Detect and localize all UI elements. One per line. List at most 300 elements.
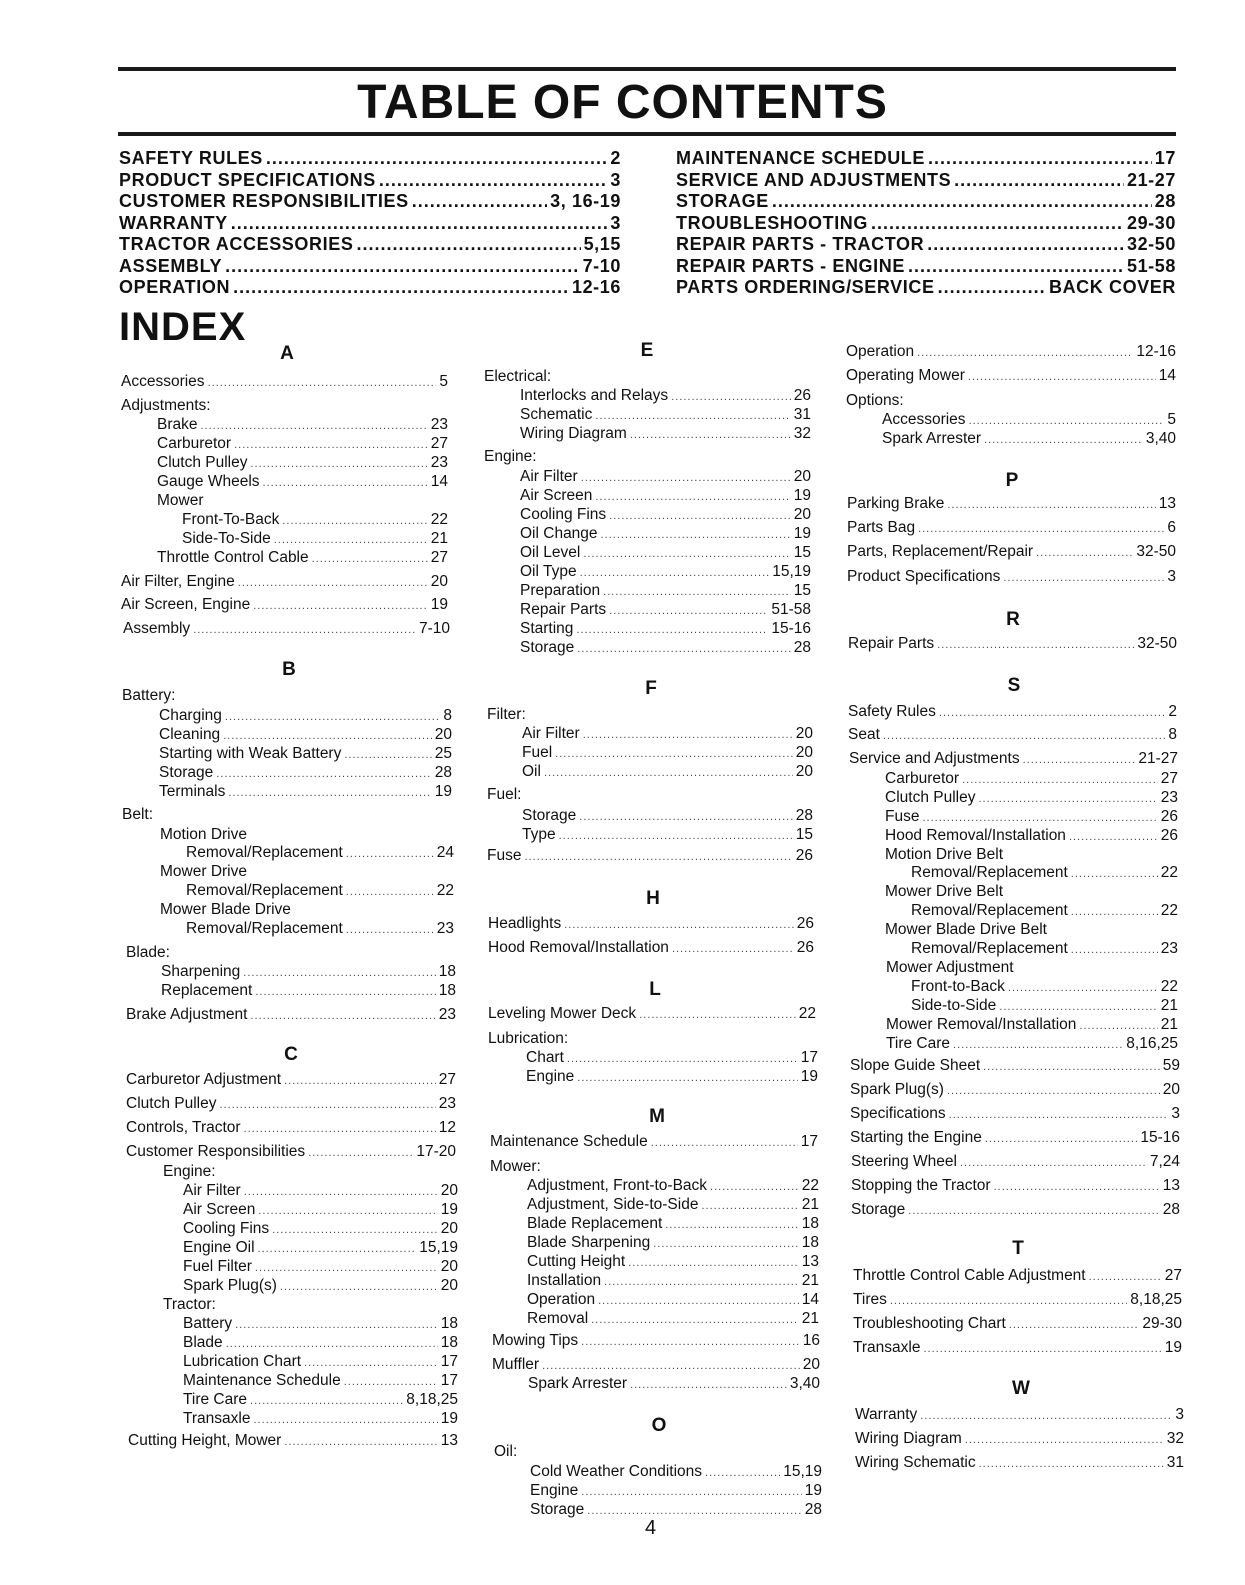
index-entry-label: Cutting Height, Mower	[128, 1432, 282, 1449]
toc-entry-page: BACK COVER	[1048, 277, 1176, 297]
index-subheading: Mower Blade Drive Belt	[885, 921, 1047, 938]
index-entry-page: 17	[440, 1372, 458, 1389]
index-entry	[522, 762, 813, 783]
dot-leader	[947, 1082, 1160, 1101]
index-entry-label: Cutting Height	[527, 1253, 626, 1270]
index-entry-page: 21	[1160, 1016, 1178, 1033]
index-entry-label: Tire Care	[886, 1035, 951, 1052]
index-entry	[526, 1048, 818, 1069]
index-entry-label: Air Filter	[183, 1182, 241, 1199]
index-entry	[528, 1374, 820, 1395]
index-entry-page: 26	[795, 847, 813, 864]
index-entry	[527, 1271, 819, 1292]
index-entry-page: 17	[440, 1353, 458, 1370]
top-rule	[118, 67, 1176, 71]
index-entry-label: Accessories	[121, 373, 205, 390]
dot-leader	[250, 1007, 435, 1026]
index-entry	[885, 788, 1178, 809]
index-entry-label: Brake	[157, 416, 198, 433]
toc-entry-page: 12-16	[571, 277, 621, 297]
dot-leader	[208, 374, 437, 393]
index-entry-label: Transaxle	[853, 1339, 921, 1356]
index-entry-page: 20	[434, 726, 452, 743]
index-entry-label: Removal/Replacement	[186, 920, 343, 937]
index-entry-label: Sharpening	[161, 963, 241, 980]
index-entry-label: Chart	[526, 1049, 564, 1066]
index-subheading: Mower Blade Drive	[160, 901, 291, 918]
dot-leader	[577, 640, 790, 659]
dot-leader	[908, 256, 1124, 277]
index-section-letter: O	[651, 1415, 667, 1436]
dot-leader	[1009, 1316, 1140, 1335]
index-entry-label: Maintenance Schedule	[490, 1133, 648, 1150]
dot-leader	[871, 213, 1124, 234]
index-entry	[847, 518, 1176, 539]
index-entry-label: Side-to-Side	[911, 997, 997, 1014]
index-entry	[183, 1181, 458, 1202]
index-entry-page: 21	[1160, 997, 1178, 1014]
index-entry-label: Throttle Control Cable Adjustment	[853, 1267, 1086, 1284]
index-entry-page: 15,19	[772, 563, 811, 580]
index-entry	[848, 634, 1177, 655]
index-subheading: Mower:	[490, 1158, 541, 1175]
dot-leader	[984, 431, 1143, 450]
index-entry-label: Carburetor	[157, 435, 232, 452]
index-entry	[527, 1252, 819, 1273]
index-subheading: Mower Adjustment	[886, 959, 1014, 976]
index-entry	[488, 938, 814, 959]
dot-leader	[939, 704, 1165, 723]
index-entry-page: 14	[1158, 367, 1176, 384]
dot-leader	[284, 1072, 436, 1091]
index-entry-label: Removal/Replacement	[911, 940, 1068, 957]
index-entry-label: Wiring Diagram	[855, 1430, 962, 1447]
dot-leader	[244, 1120, 436, 1139]
index-entry-label: Schematic	[520, 406, 593, 423]
index-entry	[850, 1128, 1180, 1149]
index-entry	[885, 807, 1178, 828]
dot-leader	[379, 170, 607, 191]
dot-leader	[1003, 569, 1164, 588]
index-entry-page: 19	[804, 1482, 822, 1499]
dot-leader	[920, 1407, 1172, 1426]
toc-entry-label: PRODUCT SPECIFICATIONS	[119, 169, 376, 190]
index-entry-label: Front-To-Back	[182, 511, 280, 528]
index-entry-page: 31	[793, 406, 811, 423]
toc-entry-label: REPAIR PARTS - ENGINE	[676, 255, 905, 276]
index-entry-label: Storage	[520, 639, 575, 656]
index-entry-page: 15	[795, 826, 813, 843]
index-entry	[182, 510, 448, 531]
index-entry-page: 20	[440, 1182, 458, 1199]
index-entry-page: 13	[1158, 495, 1176, 512]
index-entry	[527, 1176, 819, 1197]
index-entry-page: 8,18,25	[1130, 1291, 1182, 1308]
dot-leader	[266, 148, 607, 169]
index-entry-page: 19	[434, 783, 452, 800]
toc-entry	[119, 256, 621, 278]
index-entry	[159, 763, 452, 784]
index-entry	[157, 453, 448, 474]
index-entry-label: Safety Rules	[848, 703, 936, 720]
index-entry-label: Carburetor Adjustment	[126, 1071, 282, 1088]
index-entry-page: 23	[1160, 940, 1178, 957]
dot-leader	[255, 983, 435, 1002]
index-entry-page: 3	[1167, 568, 1176, 585]
index-entry	[121, 572, 448, 593]
index-entry-page: 26	[1160, 827, 1178, 844]
index-entry-page: 8	[1168, 726, 1177, 743]
index-entry-page: 23	[430, 454, 448, 471]
index-entry	[520, 486, 811, 507]
index-entry	[183, 1314, 458, 1335]
index-entry	[520, 562, 811, 583]
toc-entry-label: CUSTOMER RESPONSIBILITIES	[119, 191, 409, 211]
index-entry-page: 3	[1171, 1105, 1180, 1122]
index-entry-page: 21-27	[1138, 750, 1178, 767]
index-entry	[161, 981, 456, 1002]
index-entry-page: 18	[438, 963, 456, 980]
index-entry-page: 12	[438, 1119, 456, 1136]
index-entry	[851, 1152, 1180, 1173]
index-entry	[490, 1132, 818, 1153]
toc-entry-page: 21-27	[1126, 169, 1176, 190]
index-section-letter: E	[640, 340, 654, 361]
page-title: TABLE OF CONTENTS	[357, 76, 888, 129]
toc-entry	[119, 148, 621, 170]
index-entry-label: Cold Weather Conditions	[530, 1463, 703, 1480]
index-entry-label: Installation	[527, 1272, 602, 1289]
index-entry-page: 28	[793, 639, 811, 656]
index-entry	[488, 1004, 816, 1025]
index-entry-page: 28	[795, 807, 813, 824]
index-entry-page: 21	[801, 1196, 819, 1213]
index-subheading: Motion Drive	[160, 826, 247, 843]
index-entry-page: 23	[436, 920, 454, 937]
toc-entry-page: 17	[1154, 148, 1176, 168]
index-entry-label: Adjustment, Front-to-Back	[527, 1177, 708, 1194]
index-entry-label: Starting the Engine	[850, 1129, 982, 1146]
index-section-letter: H	[646, 888, 660, 909]
index-entry	[886, 1034, 1178, 1055]
index-entry-label: Troubleshooting Chart	[853, 1315, 1006, 1332]
index-entry	[183, 1409, 458, 1430]
index-entry-label: Slope Guide Sheet	[850, 1057, 981, 1074]
index-section-letter: A	[280, 343, 294, 364]
index-entry-page: 8,18,25	[406, 1391, 458, 1408]
index-entry	[522, 724, 813, 745]
dot-leader	[1089, 1268, 1162, 1287]
index-entry	[911, 939, 1178, 960]
index-subheading: Adjustments:	[121, 397, 211, 414]
index-subheading: Motion Drive Belt	[885, 846, 1004, 863]
index-entry-label: Side-To-Side	[182, 530, 271, 547]
dot-leader	[772, 191, 1152, 212]
index-entry	[530, 1462, 822, 1483]
dot-leader	[927, 234, 1124, 255]
index-entry	[855, 1405, 1184, 1426]
index-entry-label: Repair Parts	[520, 601, 607, 618]
dot-leader	[312, 550, 428, 569]
toc-entry-label: SAFETY RULES	[119, 148, 263, 168]
dot-leader	[965, 1431, 1164, 1450]
index-entry	[846, 342, 1176, 363]
index-subheading: Options:	[846, 392, 904, 409]
dot-leader	[960, 1154, 1147, 1173]
index-entry	[183, 1371, 458, 1392]
index-entry-label: Engine Oil	[183, 1239, 255, 1256]
index-entry-page: 22	[798, 1005, 816, 1022]
dot-leader	[908, 1202, 1159, 1221]
index-entry-page: 27	[430, 435, 448, 452]
index-section-letter: M	[649, 1106, 665, 1127]
dot-leader	[630, 426, 791, 445]
index-entry-page: 19	[440, 1201, 458, 1218]
dot-leader	[923, 1340, 1161, 1359]
index-entry-label: Clutch Pulley	[885, 789, 976, 806]
index-entry-label: Mowing Tips	[492, 1332, 579, 1349]
index-entry-label: Stopping the Tractor	[851, 1177, 991, 1194]
index-entry-page: 19	[1164, 1339, 1182, 1356]
dot-leader	[953, 1036, 1123, 1055]
dot-leader	[280, 1278, 438, 1297]
index-entry-page: 15	[793, 544, 811, 561]
index-entry-label: Parts Bag	[847, 519, 916, 536]
index-entry	[520, 619, 811, 640]
index-entry-page: 20	[795, 763, 813, 780]
index-entry-page: 17	[800, 1049, 818, 1066]
index-entry-label: Spark Plug(s)	[850, 1081, 944, 1098]
index-entry-page: 15,19	[783, 1463, 822, 1480]
dot-leader	[639, 1006, 796, 1025]
toc-entry-label: OPERATION	[119, 277, 231, 297]
index-entry-page: 29-30	[1142, 1315, 1182, 1332]
index-entry	[520, 505, 811, 526]
toc-entry-label: PARTS ORDERING/SERVICE	[676, 277, 935, 297]
index-entry	[520, 543, 811, 564]
index-entry-label: Starting with Weak Battery	[159, 745, 342, 762]
dot-leader	[412, 191, 547, 212]
toc-entry	[119, 191, 621, 213]
index-entry-page: 32-50	[1136, 543, 1176, 560]
index-entry-label: Air Screen	[183, 1201, 256, 1218]
index-entry	[848, 725, 1177, 746]
dot-leader	[883, 727, 1165, 746]
index-entry	[882, 410, 1176, 431]
index-entry-page: 20	[793, 468, 811, 485]
index-entry	[527, 1233, 819, 1254]
index-entry	[183, 1352, 458, 1373]
index-entry	[520, 386, 811, 407]
index-entry-page: 22	[436, 882, 454, 899]
page-number: 4	[645, 1517, 657, 1539]
index-entry-label: Accessories	[882, 411, 966, 428]
index-entry-label: Blade	[183, 1334, 223, 1351]
dot-leader	[228, 784, 431, 803]
index-entry-label: Removal/Replacement	[186, 844, 343, 861]
index-entry	[157, 548, 448, 569]
index-subheading: Oil:	[494, 1443, 518, 1460]
toc-entry-page: 28	[1154, 191, 1176, 211]
index-entry-page: 31	[1166, 1454, 1184, 1471]
index-entry-label: Cooling Fins	[520, 506, 607, 523]
index-entry	[520, 600, 811, 621]
dot-leader	[559, 827, 793, 846]
index-subheading: Mower Drive Belt	[885, 883, 1003, 900]
index-entry-label: Front-to-Back	[911, 978, 1005, 995]
index-entry-label: Brake Adjustment	[126, 1006, 248, 1023]
toc-entry	[676, 213, 1176, 235]
index-entry-label: Service and Adjustments	[849, 750, 1020, 767]
index-entry	[885, 769, 1178, 790]
index-entry-page: 28	[434, 764, 452, 781]
index-entry-label: Muffler	[492, 1356, 540, 1373]
index-entry	[161, 962, 456, 983]
index-entry-label: Throttle Control Cable	[157, 549, 309, 566]
index-entry-page: 23	[1160, 789, 1178, 806]
index-entry	[527, 1214, 819, 1235]
toc-entry-page: 7-10	[582, 255, 621, 276]
dot-leader	[308, 1144, 413, 1163]
index-subheading: Engine:	[163, 1163, 216, 1180]
index-entry-page: 6	[1167, 519, 1176, 536]
index-entry	[183, 1238, 458, 1259]
dot-leader	[938, 277, 1046, 298]
index-entry	[186, 881, 454, 902]
index-entry-label: Headlights	[488, 915, 562, 932]
index-entry-label: Blade Sharpening	[527, 1234, 651, 1251]
index-entry	[126, 1005, 456, 1026]
dot-leader	[193, 621, 416, 640]
toc-entry	[676, 234, 1176, 256]
index-entry	[855, 1453, 1184, 1474]
index-entry	[850, 1056, 1180, 1077]
dot-leader	[524, 848, 792, 867]
index-entry	[911, 901, 1178, 922]
index-subheading: Mower Drive	[160, 863, 247, 880]
index-entry	[530, 1481, 822, 1502]
index-entry-page: 22	[1160, 902, 1178, 919]
index-entry-label: Air Filter, Engine	[121, 573, 235, 590]
title-underline	[118, 132, 1176, 136]
index-entry-page: 3	[1175, 1406, 1184, 1423]
toc-entry-label: ASSEMBLY	[119, 255, 223, 276]
index-entry	[520, 524, 811, 545]
dot-leader	[233, 277, 569, 298]
dot-leader	[672, 940, 794, 959]
index-entry	[527, 1195, 819, 1216]
index-entry-label: Storage	[530, 1501, 585, 1518]
index-entry-label: Type	[522, 826, 556, 843]
toc-entry-label: REPAIR PARTS - TRACTOR	[676, 234, 925, 254]
toc-entry-page: 29-30	[1126, 212, 1176, 233]
index-entry-label: Spark Arrester	[882, 430, 982, 447]
index-entry	[853, 1266, 1182, 1287]
index-entry-label: Charging	[159, 707, 222, 724]
index-entry-page: 27	[430, 549, 448, 566]
index-entry-label: Parts, Replacement/Repair	[847, 543, 1034, 560]
index-entry-page: 22	[430, 511, 448, 528]
index-entry	[126, 1070, 456, 1091]
index-entry-label: Spark Arrester	[528, 1375, 628, 1392]
index-entry	[522, 743, 813, 764]
index-entry-page: 3,40	[789, 1375, 820, 1392]
toc-entry-page: 3	[610, 212, 621, 233]
index-subheading: Fuel:	[487, 786, 522, 803]
dot-leader	[544, 764, 793, 783]
index-entry	[128, 1431, 458, 1452]
index-entry-label: Battery	[183, 1315, 233, 1332]
index-entry	[853, 1314, 1182, 1335]
index-entry-page: 22	[1160, 864, 1178, 881]
index-entry-page: 19	[430, 596, 448, 613]
index-entry-page: 8,16,25	[1126, 1035, 1178, 1052]
index-entry-page: 19	[800, 1068, 818, 1085]
index-entry-label: Cleaning	[159, 726, 221, 743]
index-entry-label: Tires	[853, 1291, 887, 1308]
index-entry-label: Spark Plug(s)	[183, 1277, 277, 1294]
dot-leader	[587, 1502, 801, 1521]
index-entry-page: 16	[802, 1332, 820, 1349]
toc-entry-page: 32-50	[1126, 234, 1176, 254]
dot-leader	[263, 474, 428, 493]
index-entry	[855, 1429, 1184, 1450]
dot-leader	[346, 883, 434, 902]
index-section-letter: P	[1005, 470, 1019, 491]
index-entry-label: Interlocks and Relays	[520, 387, 669, 404]
index-entry-label: Controls, Tractor	[126, 1119, 241, 1136]
index-entry-page: 32	[1166, 1430, 1184, 1447]
index-entry-page: 8	[443, 707, 452, 724]
index-entry	[121, 372, 448, 393]
index-entry	[520, 638, 811, 659]
index-entry-page: 13	[801, 1253, 819, 1270]
toc-right-column	[676, 148, 1176, 299]
index-section-letter: B	[282, 659, 296, 680]
index-entry-page: 3,40	[1145, 430, 1176, 447]
index-subheading: Mower	[157, 492, 204, 509]
index-entry-label: Blade Replacement	[527, 1215, 663, 1232]
index-entry	[530, 1500, 822, 1521]
index-entry-page: 14	[430, 473, 448, 490]
index-entry-page: 32	[793, 425, 811, 442]
toc-entry	[119, 213, 621, 235]
index-entry	[911, 996, 1178, 1017]
toc-entry-label: STORAGE	[676, 191, 769, 211]
dot-leader	[918, 520, 1164, 539]
index-section-letter: F	[645, 678, 657, 699]
index-entry-label: Wiring Schematic	[855, 1454, 976, 1471]
toc-entry	[676, 148, 1176, 170]
dot-leader	[591, 1311, 799, 1330]
dot-leader	[346, 921, 434, 940]
index-entry	[885, 826, 1178, 847]
toc-entry-label: MAINTENANCE SCHEDULE	[676, 148, 926, 168]
index-entry-page: 20	[440, 1277, 458, 1294]
toc-entry-page: 5,15	[583, 234, 621, 254]
index-entry	[183, 1200, 458, 1221]
index-entry-label: Terminals	[159, 783, 226, 800]
index-entry-page: 19	[440, 1410, 458, 1427]
index-entry-page: 17	[800, 1133, 818, 1150]
index-entry-label: Engine	[526, 1068, 575, 1085]
index-entry-label: Fuel	[522, 744, 553, 761]
index-entry-label: Transaxle	[183, 1410, 251, 1427]
index-entry-label: Warranty	[855, 1406, 918, 1423]
index-entry	[186, 919, 454, 940]
index-entry-page: 28	[1162, 1201, 1180, 1218]
index-subheading: Belt:	[122, 806, 154, 823]
